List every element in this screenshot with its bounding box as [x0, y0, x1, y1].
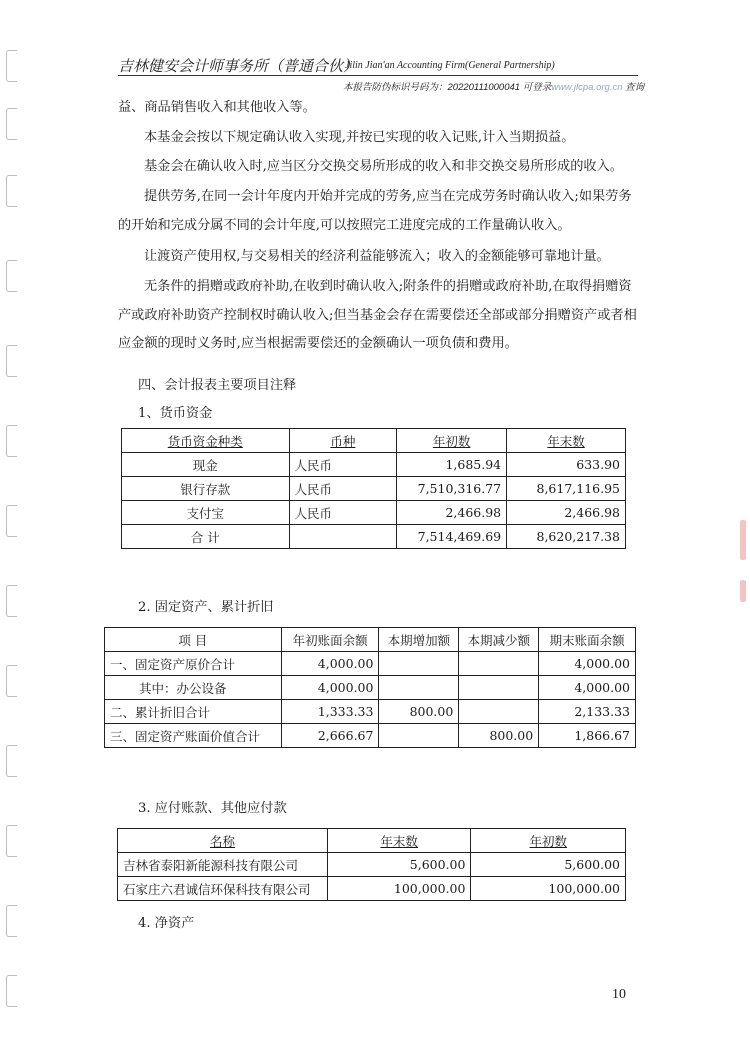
cash-table-title: 1、货币资金: [138, 406, 213, 421]
seal-edge-mark: [740, 520, 746, 560]
begin-balance: 2,666.67: [281, 724, 379, 748]
table-row: [105, 700, 636, 724]
cash-type: 银行存款: [122, 477, 290, 501]
paragraph-line: 益、商品销售收入和其他收入等。: [118, 100, 316, 115]
item-name: 一、固定资产原价合计: [105, 652, 282, 676]
payables-table: [117, 828, 626, 901]
paragraph-line: 提供劳务,在同一会计年度内开始并完成的劳务,应当在完成劳务时确认收入;如果劳务: [144, 189, 632, 204]
cash-type: 支付宝: [122, 501, 290, 525]
paragraph-line: 无条件的捐赠或政府补助,在收到时确认收入;附条件的捐赠或政府补助,在取得捐赠资: [144, 279, 632, 294]
column-header: 本期减少额: [459, 628, 539, 652]
cash-type: 现金: [122, 453, 290, 477]
paragraph-line: 基金会在确认收入时,应当区分交换交易所形成的收入和非交换交易所形成的收入。: [144, 159, 623, 174]
column-header: 名称: [118, 829, 328, 853]
cert-site: www.jlcpa.org.cn: [551, 82, 623, 93]
total-row: [122, 525, 626, 549]
end-balance: 1,866.67: [539, 724, 636, 748]
column-header: 年末数: [327, 829, 471, 853]
begin-amount: 100,000.00: [471, 877, 626, 901]
decrease: 800.00: [459, 724, 539, 748]
table-header-row: [105, 628, 636, 652]
decrease: [459, 676, 539, 700]
item-name: 其中：办公设备: [105, 676, 282, 700]
paragraph-line: 应金额的现时义务时,应当根据需要偿还的金额确认一项负债和费用。: [118, 336, 518, 351]
increase: [379, 676, 459, 700]
anti-counterfeit-note: [343, 79, 644, 93]
table-row: [105, 724, 636, 748]
column-header: 货币资金种类: [122, 429, 290, 453]
cash-table: [121, 428, 626, 549]
column-header: 本期增加额: [379, 628, 459, 652]
payables-title: 3. 应付账款、其他应付款: [138, 801, 287, 816]
page-number: 10: [612, 987, 626, 1002]
increase: [379, 724, 459, 748]
table-row: [122, 453, 626, 477]
column-header: 期末账面余额: [539, 628, 636, 652]
cert-suffix: 查询: [625, 82, 645, 93]
end-balance: 2,133.33: [539, 700, 636, 724]
begin-balance: 4,000.00: [281, 676, 379, 700]
table-row: [122, 477, 626, 501]
currency: 人民币: [289, 453, 397, 477]
net-assets-title: 4. 净资产: [138, 916, 195, 931]
column-header: 年初数: [397, 429, 507, 453]
firm-name-cn: 吉林健安会计师事务所（普通合伙）: [118, 57, 359, 75]
end-amount: 100,000.00: [327, 877, 471, 901]
begin-amount: 5,600.00: [471, 853, 626, 877]
currency: 人民币: [289, 501, 397, 525]
end-balance: 4,000.00: [539, 652, 636, 676]
paragraph-line: 本基金会按以下规定确认收入实现,并按已实现的收入记账,计入当期损益。: [144, 130, 575, 145]
fixed-assets-table: [104, 627, 636, 748]
end-amount: 2,466.98: [507, 501, 626, 525]
begin-balance: 1,333.33: [281, 700, 379, 724]
table-row: [118, 853, 626, 877]
item-name: 二、累计折旧合计: [105, 700, 282, 724]
column-header: 年初数: [471, 829, 626, 853]
end-amount: 8,617,116.95: [507, 477, 626, 501]
paragraph-line: 产或政府补助资产控制权时确认收入;但当基金会存在需要偿还全部或部分捐赠资产或者相: [118, 308, 637, 323]
begin-amount: 2,466.98: [397, 501, 507, 525]
decrease: [459, 700, 539, 724]
fixed-assets-title: 2. 固定资产、累计折旧: [138, 600, 274, 615]
currency: 人民币: [289, 477, 397, 501]
cert-prefix: 本报告防伪标识号码为：20220111000041 可登录: [343, 82, 552, 93]
item-name: 三、固定资产账面价值合计: [105, 724, 282, 748]
column-header: 项 目: [105, 628, 282, 652]
section-title: 四、会计报表主要项目注释: [138, 378, 297, 393]
end-total: 8,620,217.38: [507, 525, 626, 549]
end-amount: 633.90: [507, 453, 626, 477]
seal-edge-mark: [740, 580, 746, 602]
column-header: 年末数: [507, 429, 626, 453]
table-row: [105, 676, 636, 700]
table-row: [105, 652, 636, 676]
begin-balance: 4,000.00: [281, 652, 379, 676]
decrease: [459, 652, 539, 676]
creditor-name: 石家庄六君诚信环保科技有限公司: [118, 877, 328, 901]
table-header-row: [122, 429, 626, 453]
increase: [379, 652, 459, 676]
paragraph-line: 的开始和完成分属不同的会计年度,可以按照完工进度完成的工作量确认收入。: [118, 218, 571, 233]
table-header-row: [118, 829, 626, 853]
begin-total: 7,514,469.69: [397, 525, 507, 549]
creditor-name: 吉林省泰阳新能源科技有限公司: [118, 853, 328, 877]
paragraph-line: 让渡资产使用权,与交易相关的经济利益能够流入；收入的金额能够可靠地计量。: [144, 249, 610, 264]
firm-name-en: Jilin Jian'an Accounting Firm(General Partnership): [345, 60, 555, 71]
table-row: [118, 877, 626, 901]
table-row: [122, 501, 626, 525]
column-header: 年初账面余额: [281, 628, 379, 652]
end-balance: 4,000.00: [539, 676, 636, 700]
end-amount: 5,600.00: [327, 853, 471, 877]
increase: 800.00: [379, 700, 459, 724]
begin-amount: 1,685.94: [397, 453, 507, 477]
header-rule: [118, 75, 638, 76]
begin-amount: 7,510,316.77: [397, 477, 507, 501]
currency: [289, 525, 397, 549]
total-label: 合 计: [122, 525, 290, 549]
column-header: 币种: [289, 429, 397, 453]
